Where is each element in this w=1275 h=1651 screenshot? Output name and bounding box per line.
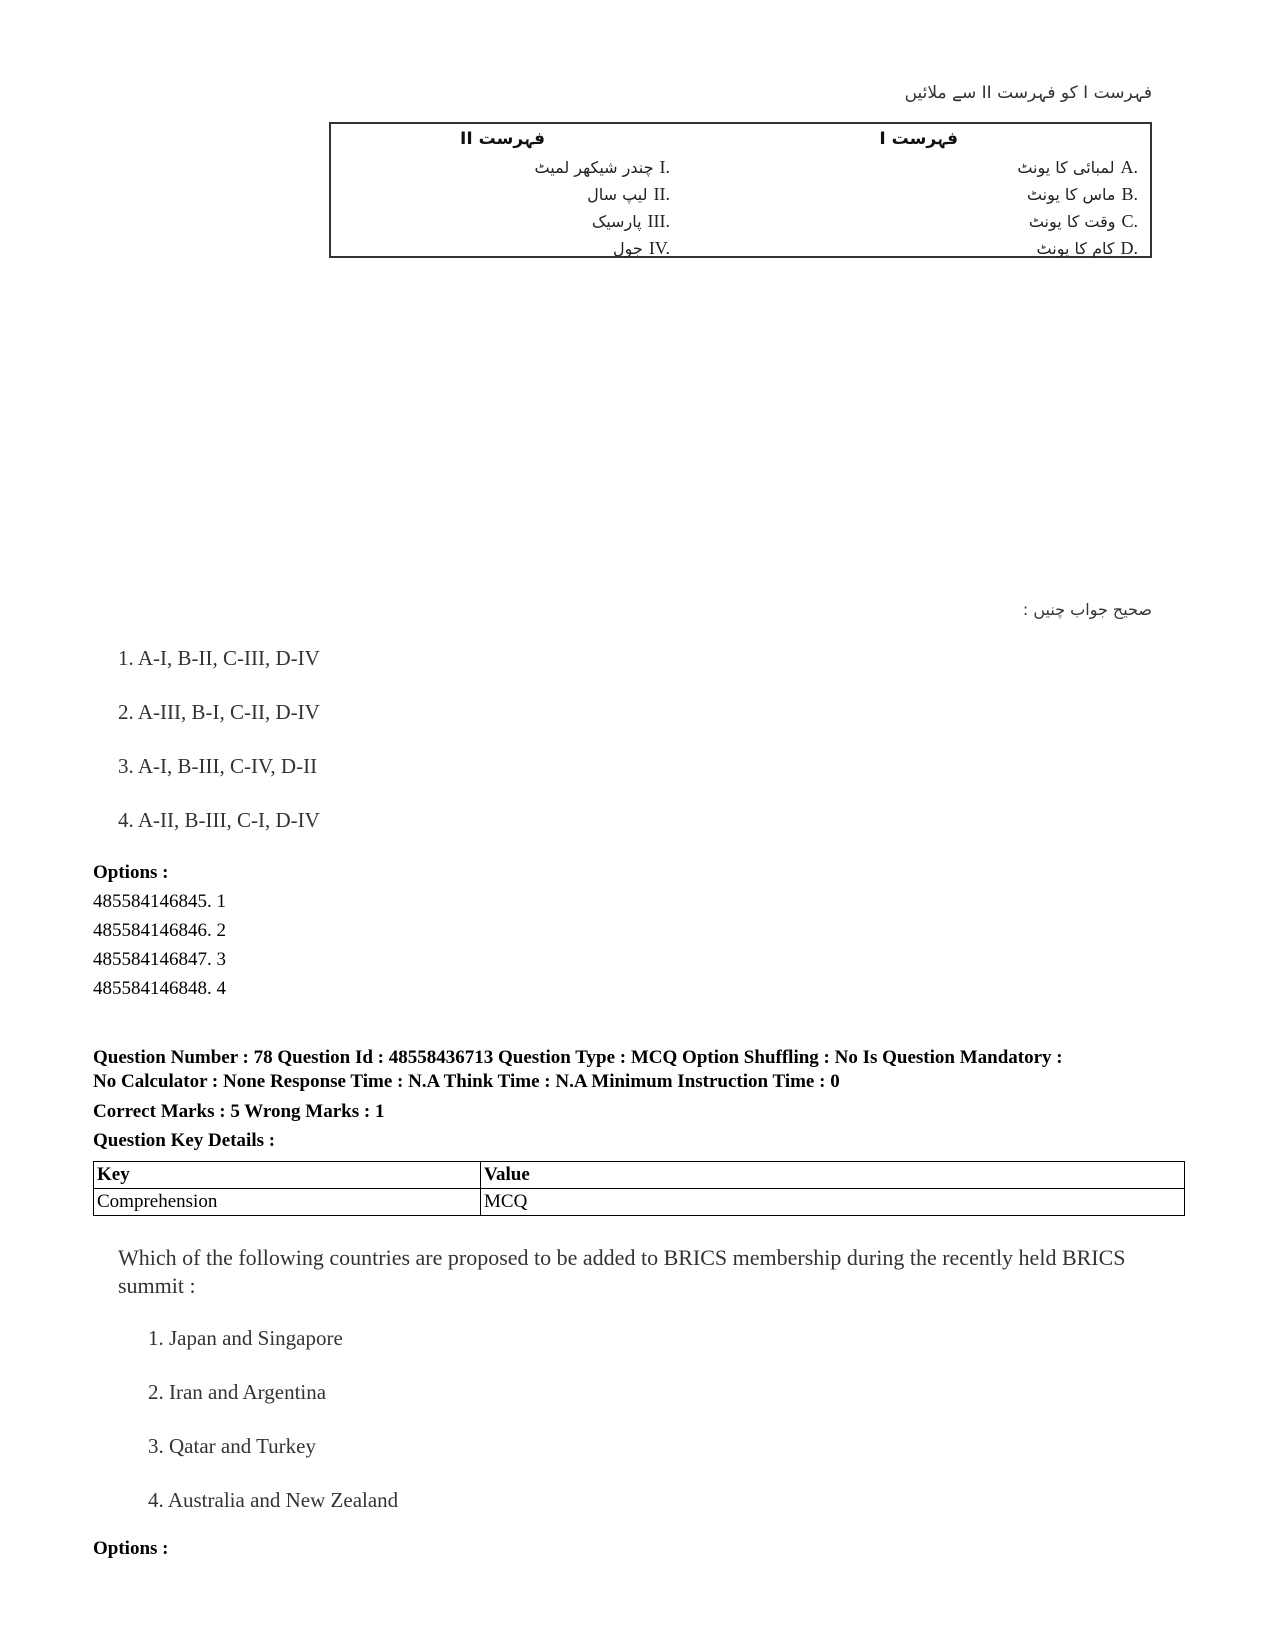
list-2-column	[310, 128, 670, 262]
question-meta-line-1: Question Number : 78 Question Id : 48558436713 Question Type : MCQ Option Shuffling : No Is Question Mandatory :	[93, 1047, 1063, 1068]
answer-choice: 3. Qatar and Turkey	[148, 1434, 316, 1458]
option-id-line: 485584146845. 1	[93, 891, 226, 912]
list-2-item-label: III.	[647, 211, 670, 231]
header-cell: Key	[94, 1162, 481, 1189]
question-meta-line-2: No Calculator : None Response Time : N.A Think Time : N.A Minimum Instruction Time : 0	[93, 1071, 840, 1092]
option-id-line: 485584146848. 4	[93, 978, 226, 999]
list-2-item	[310, 235, 670, 262]
list-2-item-text: پارسیک	[591, 212, 642, 231]
key-details-table	[93, 1161, 1185, 1216]
list-1-item-label: D.	[1120, 238, 1138, 258]
answer-choice: 3. A-I, B-III, C-IV, D-II	[118, 754, 318, 778]
table-cell: Comprehension	[94, 1189, 481, 1216]
match-instruction: فہرست I کو فہرست II سے ملائیں	[904, 83, 1152, 103]
list-2-item-label: II.	[653, 184, 670, 204]
answer-choice: 4. A-II, B-III, C-I, D-IV	[118, 808, 320, 832]
list-1-item	[778, 154, 1138, 181]
answer-choice: 2. Iran and Argentina	[148, 1380, 327, 1404]
header-cell: Value	[481, 1162, 1185, 1189]
question-text: Which of the following countries are proposed to be added to BRICS membership during the recently held BRICS summit :	[118, 1245, 1126, 1298]
list-2-item-text: جول	[613, 239, 643, 258]
list-1-item	[778, 235, 1138, 262]
list-1-title: فہرست I	[879, 129, 958, 149]
list-1-item-label: B.	[1121, 184, 1138, 204]
key-details-label: Question Key Details :	[93, 1130, 276, 1151]
match-lists-box	[329, 122, 1152, 258]
list-1-item-label: C.	[1121, 211, 1138, 231]
list-1-item-text: ماس کا یونٹ	[1026, 185, 1116, 204]
list-2-item-text: لیپ سال	[587, 185, 648, 204]
marks-line: Correct Marks : 5 Wrong Marks : 1	[93, 1101, 385, 1122]
answer-choice: 2. A-III, B-I, C-II, D-IV	[118, 700, 320, 724]
list-2-item-label: I.	[659, 157, 670, 177]
option-id-line: 485584146846. 2	[93, 920, 226, 941]
list-2-item-label: IV.	[648, 238, 670, 258]
table-row	[94, 1189, 1185, 1216]
list-1-item-text: کام کا یونٹ	[1036, 239, 1115, 258]
list-2-item-text: چندر شیکھر لمیٹ	[534, 158, 654, 177]
list-2-item	[310, 208, 670, 235]
list-1-item-text: لمبائی کا یونٹ	[1017, 158, 1115, 177]
list-1-item-text: وقت کا یونٹ	[1028, 212, 1116, 231]
options-label: Options :	[93, 862, 169, 883]
table-header-row	[94, 1162, 1185, 1189]
list-1-column	[778, 128, 1138, 262]
table-cell: MCQ	[481, 1189, 1185, 1216]
list-1-item	[778, 208, 1138, 235]
list-2-title: فہرست II	[460, 129, 545, 149]
list-1-item	[778, 181, 1138, 208]
list-2-item	[310, 154, 670, 181]
answer-choice: 4. Australia and New Zealand	[148, 1488, 399, 1512]
options-label: Options :	[93, 1538, 169, 1559]
list-1-item-label: A.	[1120, 157, 1138, 177]
answer-choice: 1. Japan and Singapore	[148, 1326, 343, 1350]
answer-choice: 1. A-I, B-II, C-III, D-IV	[118, 646, 320, 670]
option-id-line: 485584146847. 3	[93, 949, 226, 970]
list-2-item	[310, 181, 670, 208]
choose-correct-instruction: صحیح جواب چنیں :	[1022, 600, 1152, 619]
